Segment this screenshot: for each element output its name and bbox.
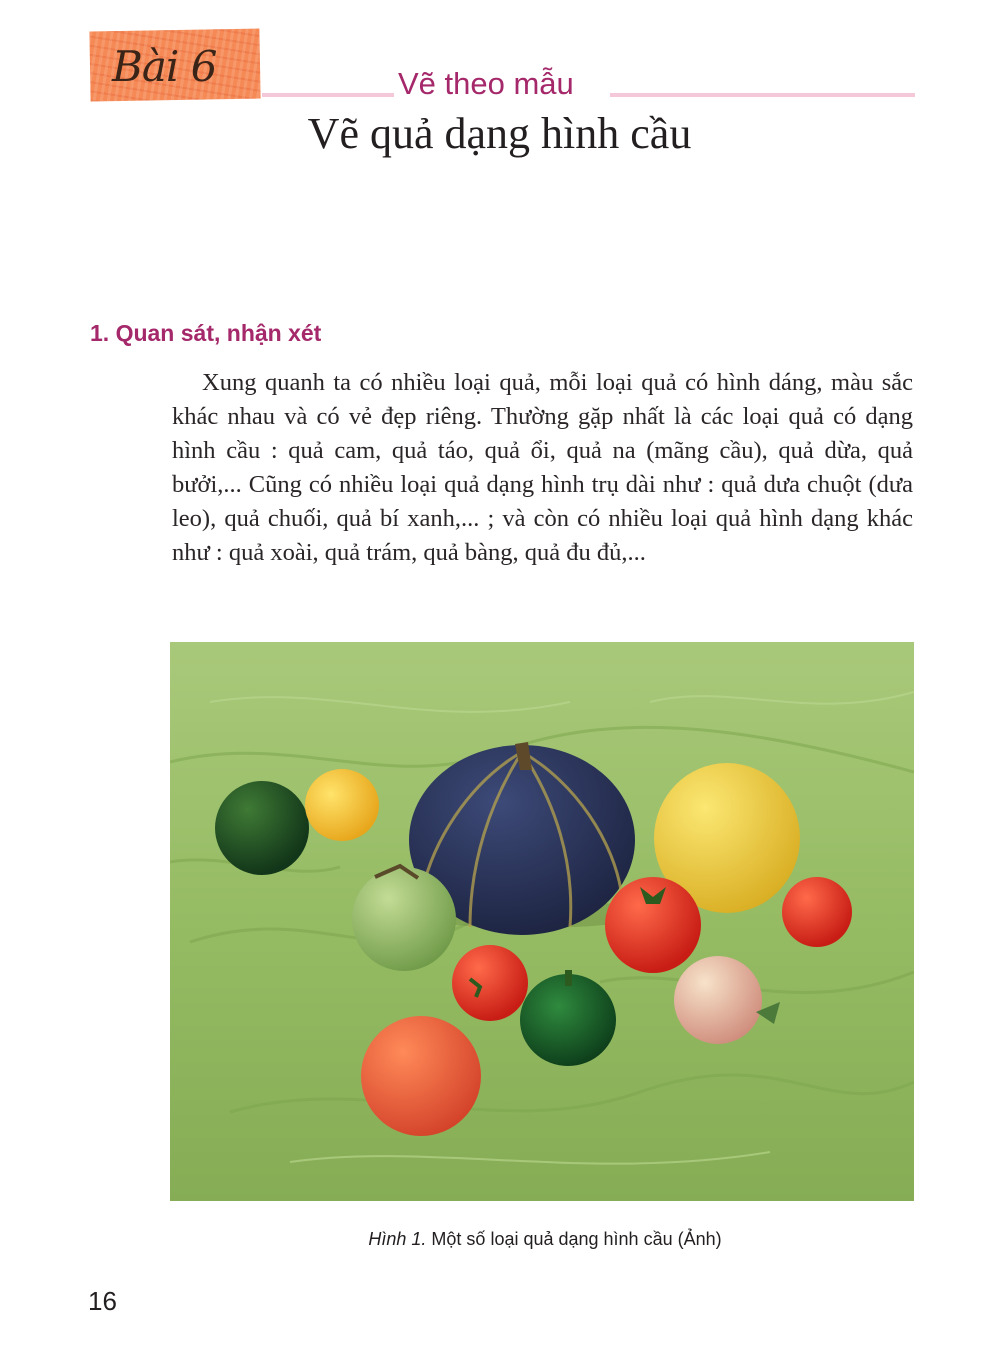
- green-orange-shape: [215, 781, 309, 875]
- figure-caption: [0, 1229, 999, 1250]
- fruit-photo: [170, 642, 914, 1201]
- lesson-category: Vẽ theo mẫu: [398, 66, 574, 101]
- page-number: 16: [88, 1286, 117, 1316]
- tomato-large-shape: [605, 877, 701, 973]
- body-paragraph: Xung quanh ta có nhiều loại quả, mỗi loại quả có hình dáng, màu sắc khác nhau và có vẻ đẹp riêng. Thường gặp nhất là các loại quả có dạng hình cầu : quả cam, quả táo, quả ổi, quả na (mãng cầu), quả dừa, quả bưởi,... Cũng có nhiều loại quả dạng hình trụ dài như : quả dưa chuột (dưa leo), quả chuối, quả bí xanh,... ; và còn có nhiều loại quả hình dạng khác như : quả xoài, quả trám, quả bàng, quả đu đủ,...: [172, 369, 913, 566]
- figure-caption-text: Một số loại quả dạng hình cầu (Ảnh): [426, 1229, 722, 1249]
- apple-shape: [361, 1016, 481, 1136]
- title-rule-right: [610, 93, 915, 97]
- lesson-label: Bài 6: [112, 42, 217, 91]
- section-heading: 1. Quan sát, nhận xét: [90, 320, 322, 346]
- figure-caption-label: Hình 1.: [368, 1229, 427, 1249]
- title-rule-left: [262, 93, 394, 97]
- lesson-title: Vẽ quả dạng hình cầu: [307, 109, 692, 158]
- tomato-small-right-shape: [782, 877, 852, 947]
- tomato-center-shape: [452, 945, 528, 1021]
- tangerine-shape: [305, 769, 379, 841]
